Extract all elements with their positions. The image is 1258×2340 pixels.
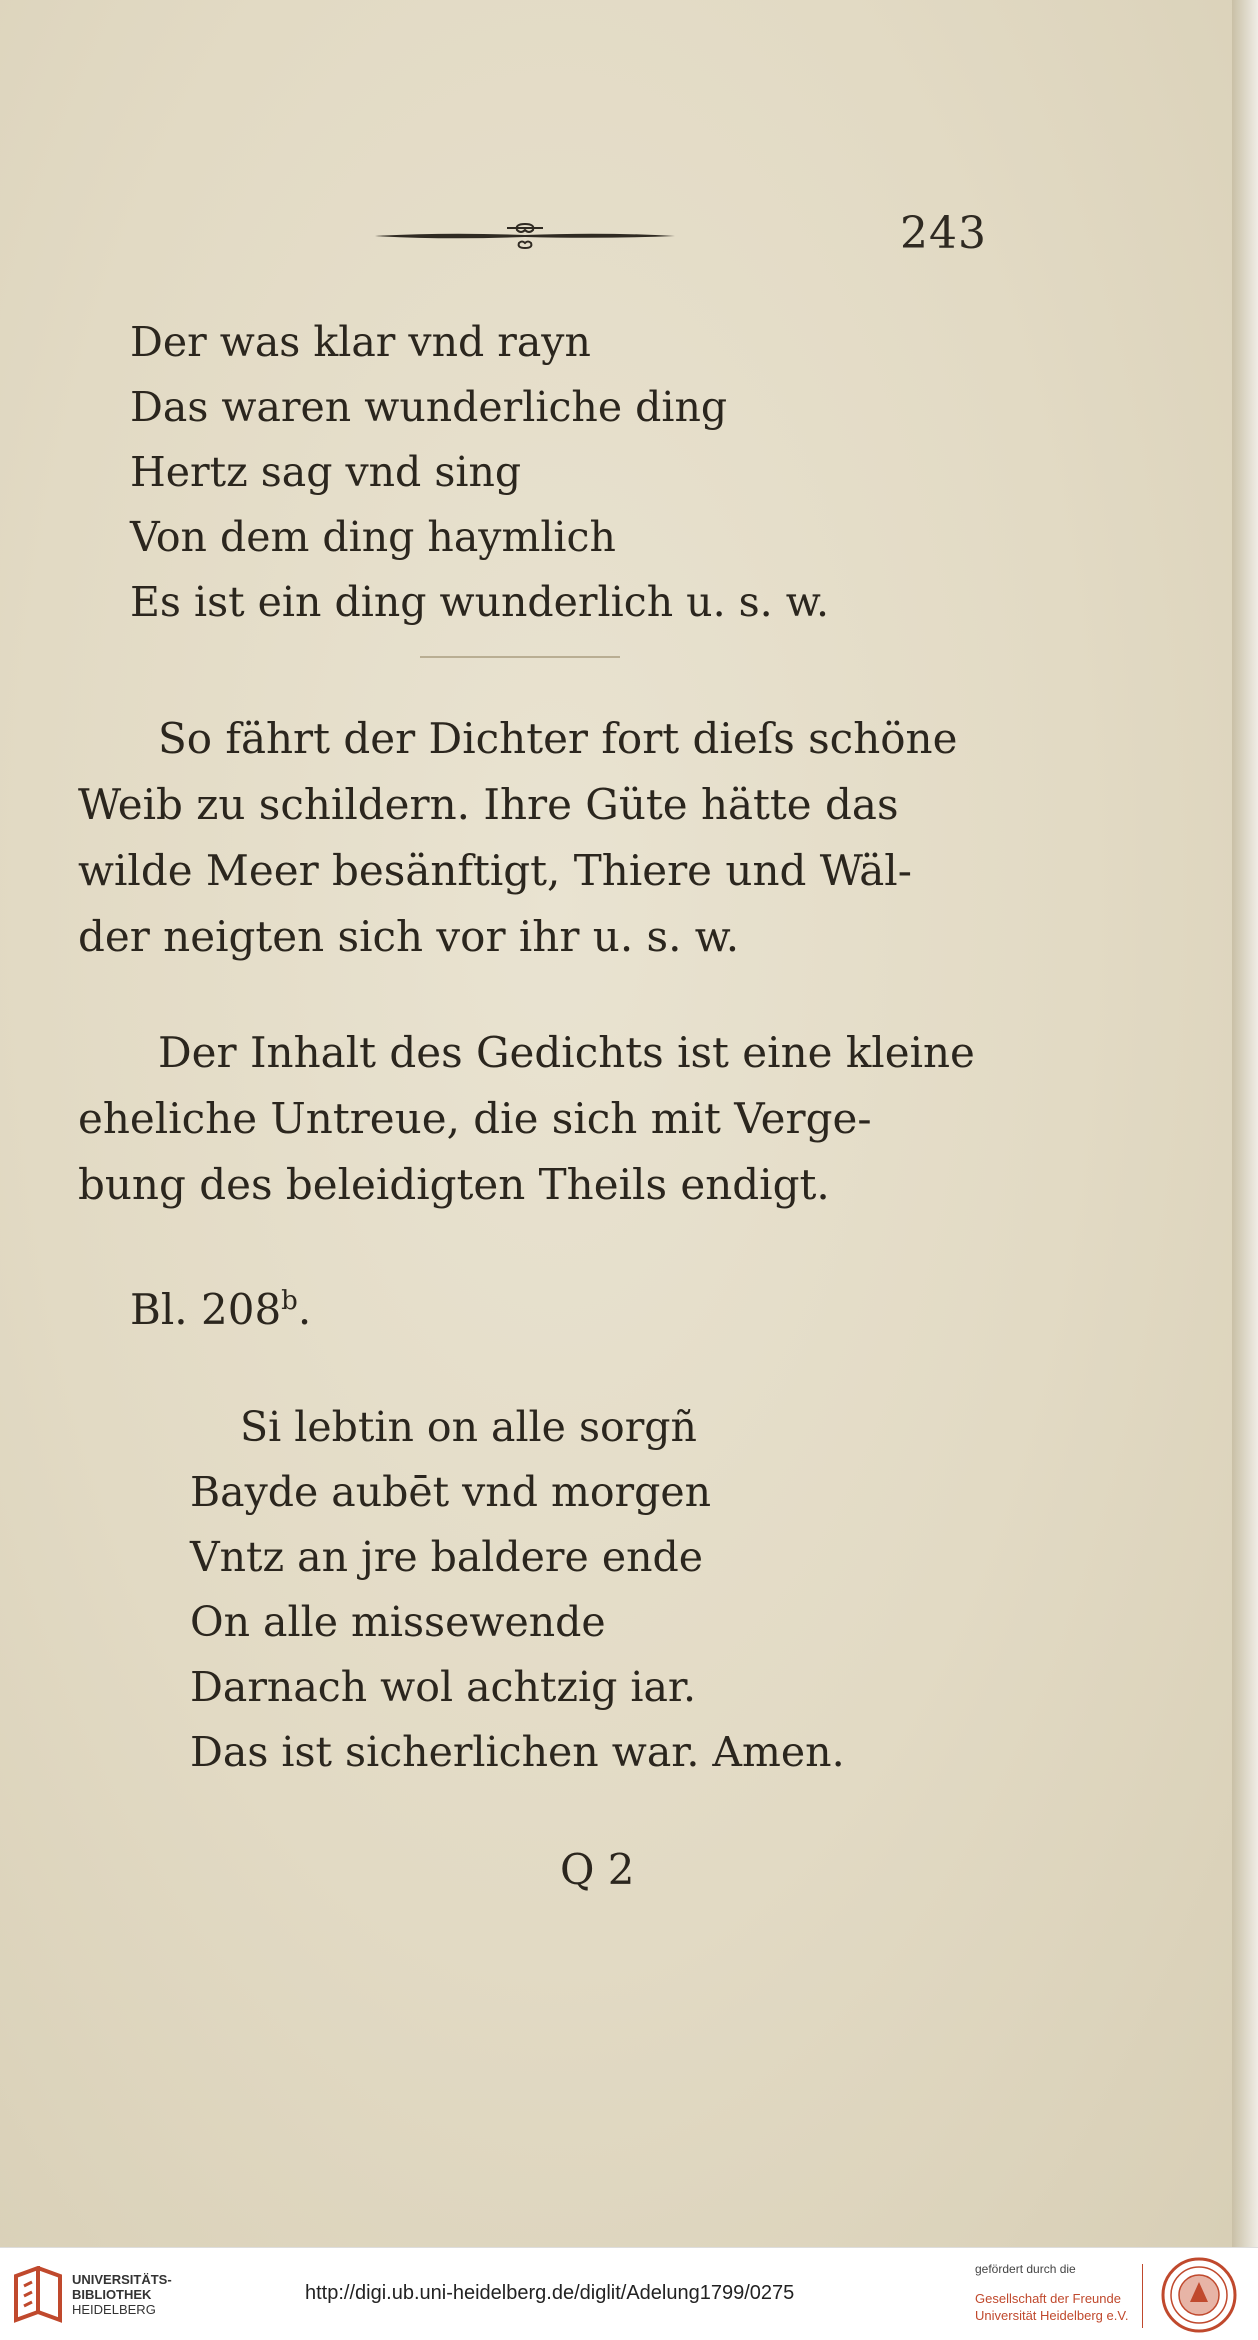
paragraph-line: wilde Meer besänftigt, Thiere und Wäl- <box>78 846 912 895</box>
folio-reference-superscript: b <box>281 1286 298 1316</box>
permalink-url[interactable]: http://digi.ub.uni-heidelberg.de/diglit/Adelung1799/0275 <box>305 2282 795 2304</box>
verse-top <box>130 310 829 635</box>
verse-bottom <box>190 1395 845 1785</box>
page-edge <box>1232 0 1258 2247</box>
folio-reference-text: Bl. 208 <box>130 1285 282 1334</box>
verse-line: Si lebtin on alle sorgñ <box>240 1403 697 1451</box>
verse-line: Es ist ein ding wunderlich u. s. w. <box>130 578 830 626</box>
library-logo-icon <box>12 2266 66 2324</box>
paragraph-line: Der Inhalt des Gedichts ist eine kleine <box>158 1028 975 1077</box>
ornament-rule-icon <box>375 218 675 254</box>
paragraph-line: eheliche Untreue, die sich mit Verge- <box>78 1094 872 1143</box>
sponsor-label: gefördert durch die <box>975 2262 1076 2276</box>
library-name-line: UNIVERSITÄTS- <box>72 2272 172 2287</box>
paragraph-line: der neigten sich vor ihr u. s. w. <box>78 912 740 961</box>
paragraph-line: So fährt der Dichter fort dieſs schöne <box>158 714 958 763</box>
paragraph-1 <box>78 706 957 970</box>
signature-mark: Q 2 <box>560 1845 635 1894</box>
verse-line: Vntz an jre baldere ende <box>190 1533 704 1581</box>
paragraph-line: bung des beleidigten Theils endigt. <box>78 1160 830 1209</box>
verse-line: Darnach wol achtzig iar. <box>190 1663 697 1711</box>
library-name-line: BIBLIOTHEK <box>72 2287 152 2302</box>
verse-line: Das ist sicherlichen war. Amen. <box>190 1728 845 1776</box>
paragraph-line: Weib zu schildern. Ihre Güte hätte das <box>78 780 899 829</box>
folio-reference <box>130 1285 311 1334</box>
university-seal-icon <box>1160 2256 1238 2334</box>
footer-bar <box>0 2247 1258 2340</box>
library-name-line: HEIDELBERG <box>72 2302 156 2317</box>
section-divider <box>420 656 620 658</box>
folio-reference-suffix: . <box>297 1285 312 1334</box>
verse-line: Bayde aubēt vnd morgen <box>190 1468 712 1516</box>
sponsor-line: Gesellschaft der Freunde <box>975 2291 1121 2306</box>
verse-line: Das waren wunderliche ding <box>130 383 728 431</box>
paragraph-2 <box>78 1020 975 1218</box>
footer-divider <box>1142 2264 1143 2328</box>
page-number: 243 <box>900 208 987 259</box>
verse-line: Von dem ding haymlich <box>130 513 616 561</box>
verse-line: Hertz sag vnd sing <box>130 448 522 496</box>
sponsor-line: Universität Heidelberg e.V. <box>975 2308 1129 2323</box>
library-name <box>72 2272 172 2317</box>
verse-line: On alle missewende <box>190 1598 606 1646</box>
sponsor-name <box>975 2290 1128 2324</box>
verse-line: Der was klar vnd rayn <box>130 318 591 366</box>
